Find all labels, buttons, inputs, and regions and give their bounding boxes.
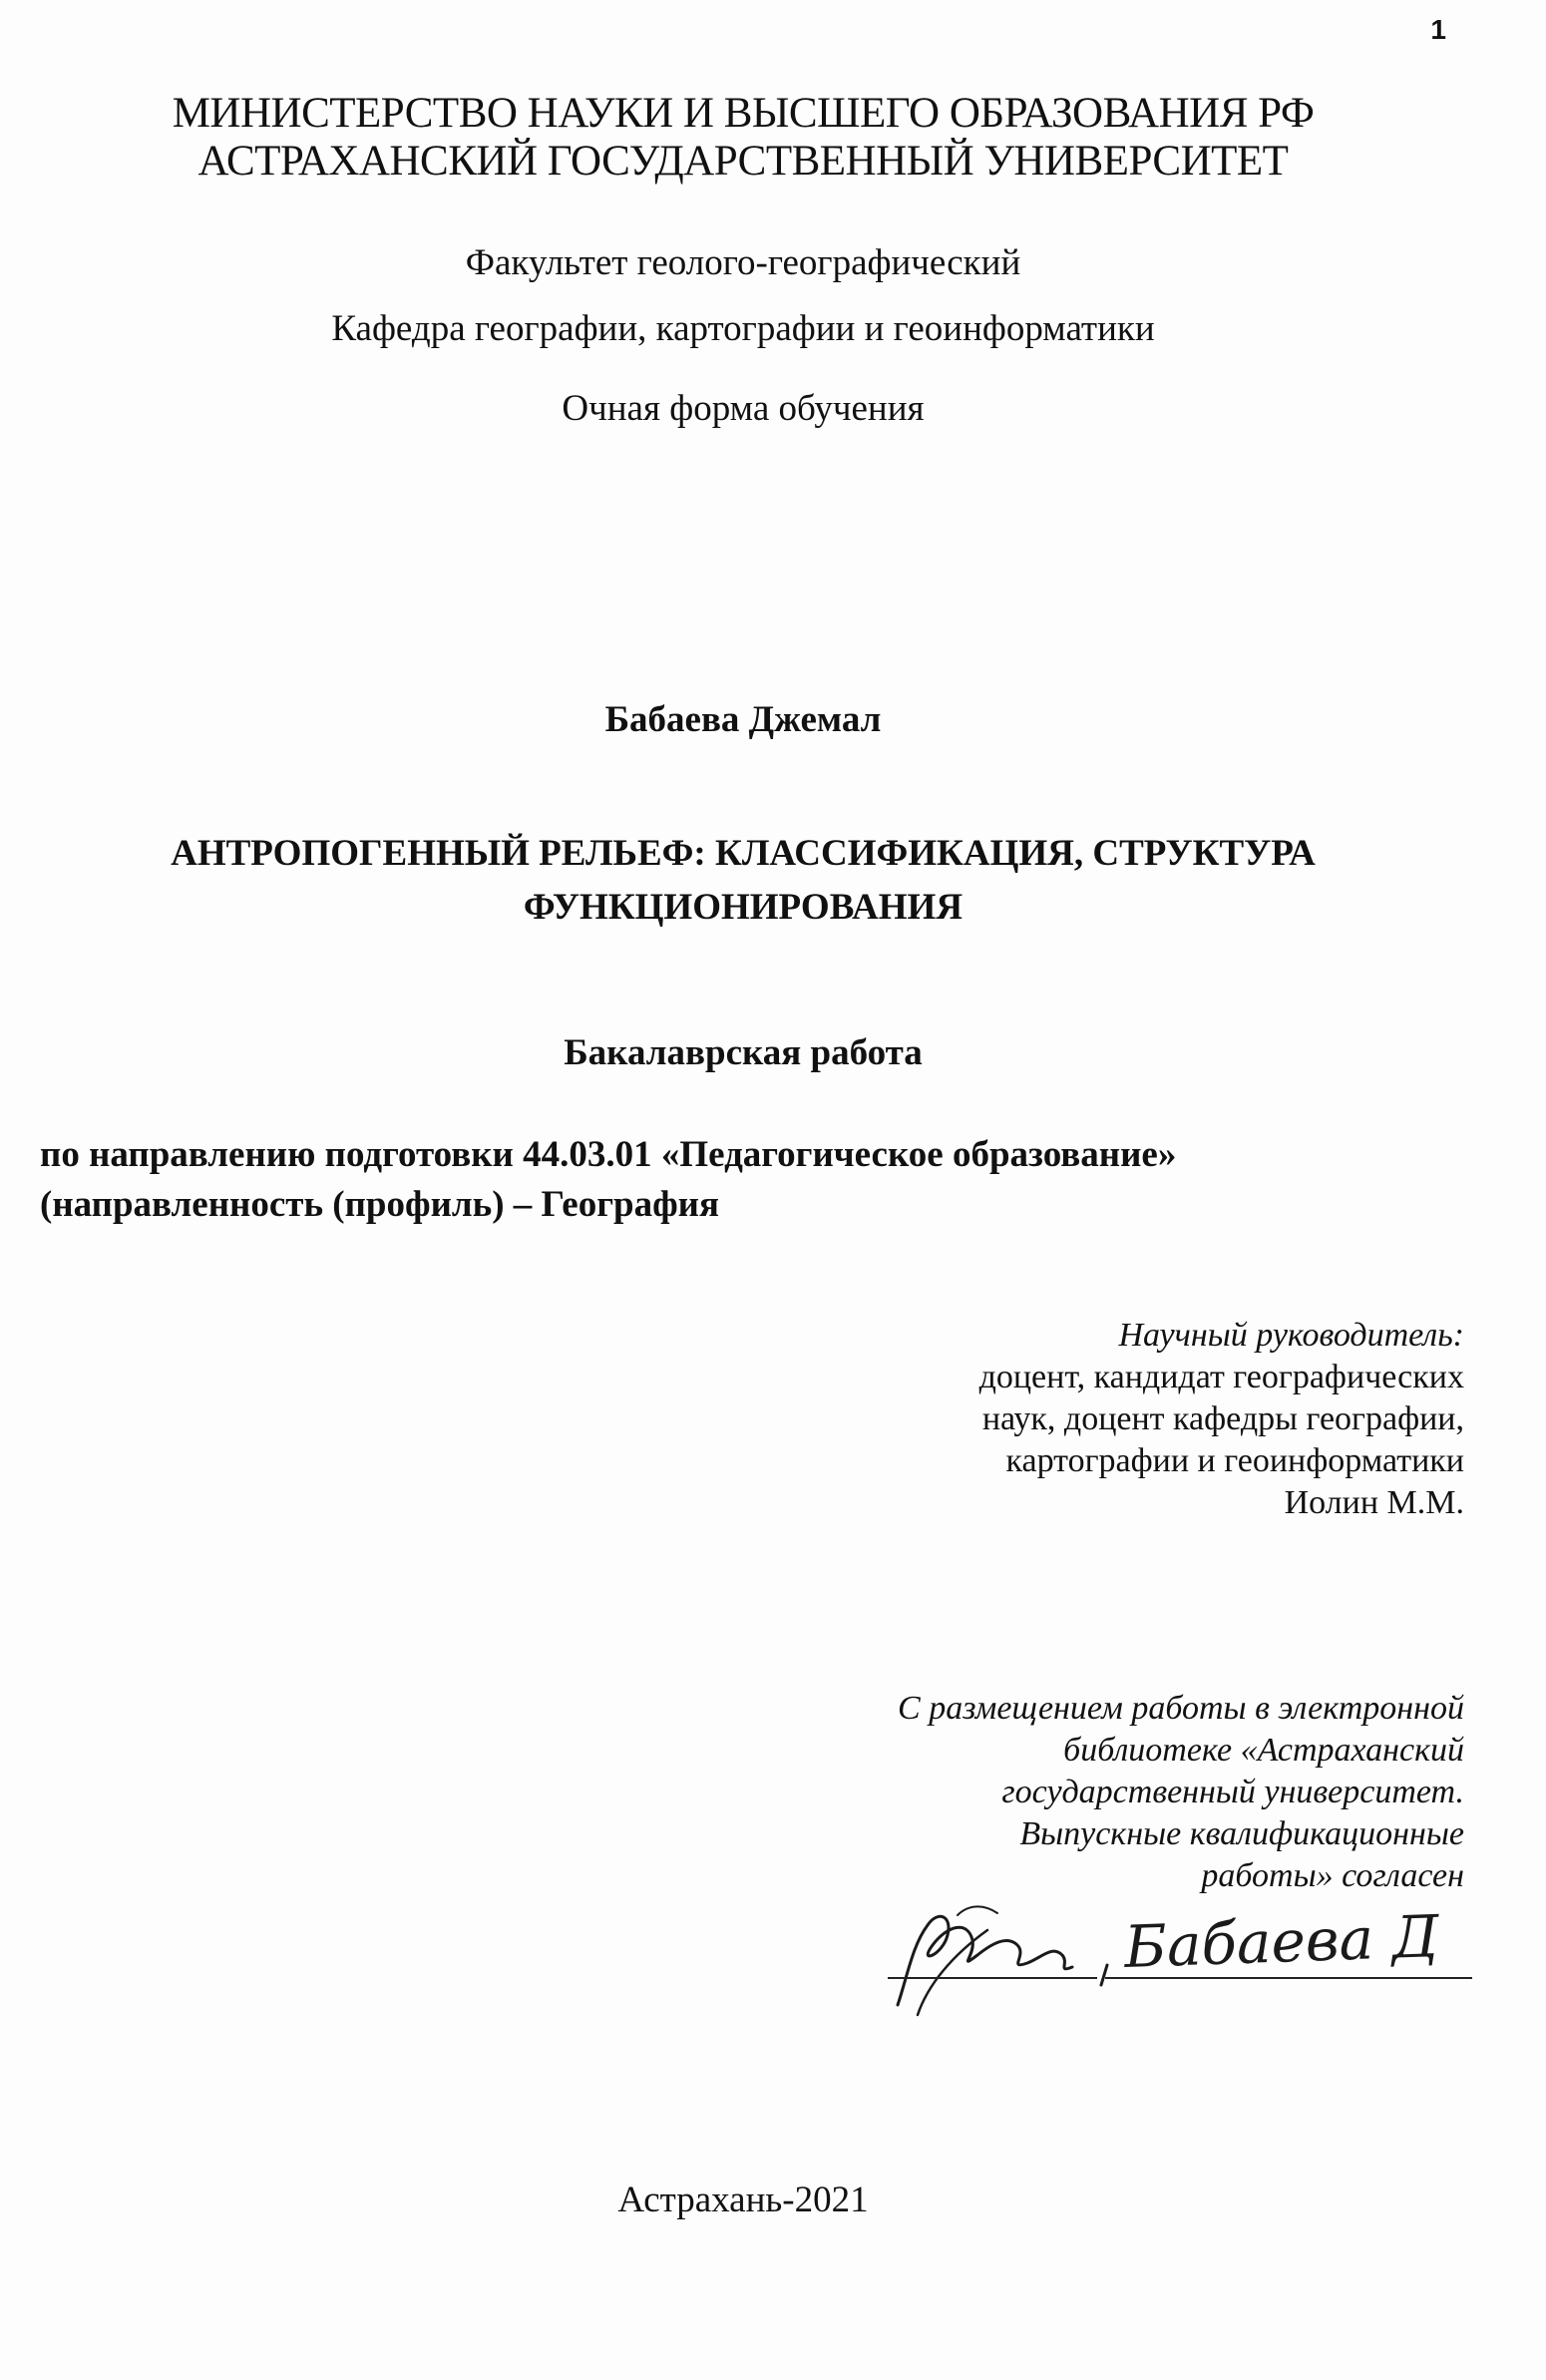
page-number: 1 (1430, 14, 1446, 45)
signature-line-supervisor (888, 1977, 1097, 1979)
ministry-name: МИНИСТЕРСТВО НАУКИ И ВЫСШЕГО ОБРАЗОВАНИЯ РФ (172, 90, 1315, 137)
consent-line-3: государственный университет. (1001, 1774, 1464, 1810)
city-year: Астрахань-2021 (617, 2180, 869, 2220)
faculty-name: Факультет геолого-географический (465, 242, 1021, 283)
university-name: АСТРАХАНСКИЙ ГОСУДАРСТВЕННЫЙ УНИВЕРСИТЕТ (197, 138, 1289, 185)
svg-text:Бабаева Д: Бабаева Д (1123, 1902, 1440, 1981)
direction-line-2: (направленность (профиль) – География (40, 1184, 720, 1225)
direction-line-1: по направлению подготовки 44.03.01 «Педагогическое образование» (40, 1134, 1177, 1175)
consent-line-1: С размещением работы в электронной (898, 1690, 1464, 1727)
thesis-title-line-1: АНТРОПОГЕННЫЙ РЕЛЬЕФ: КЛАССИФИКАЦИЯ, СТРУКТУРА (171, 833, 1316, 874)
department-name: Кафедра географии, картографии и геоинформатики (331, 308, 1155, 349)
handwritten-signature (858, 1885, 1476, 2025)
supervisor-block (979, 1315, 1464, 1524)
supervisor-heading: Научный руководитель: (1118, 1317, 1464, 1354)
supervisor-line-3: картографии и геоинформатики (1005, 1442, 1464, 1479)
thesis-title-line-2: ФУНКЦИОНИРОВАНИЯ (523, 887, 964, 928)
supervisor-name: Иолин М.М. (1284, 1484, 1464, 1521)
signature-area (858, 1885, 1476, 2025)
consent-line-4: Выпускные квалификационные (1019, 1815, 1464, 1852)
work-type: Бакалаврская работа (564, 1032, 923, 1073)
supervisor-line-2: наук, доцент кафедры географии, (981, 1400, 1464, 1437)
consent-line-5: работы» согласен (1201, 1857, 1464, 1894)
consent-line-2: библиотеке «Астраханский (1063, 1732, 1464, 1769)
author-name: Бабаева Джемал (604, 699, 882, 740)
supervisor-line-1: доцент, кандидат географических (978, 1359, 1464, 1395)
study-form: Очная форма обучения (562, 388, 925, 429)
signature-line-author (1105, 1977, 1472, 1979)
consent-block (898, 1688, 1464, 1897)
